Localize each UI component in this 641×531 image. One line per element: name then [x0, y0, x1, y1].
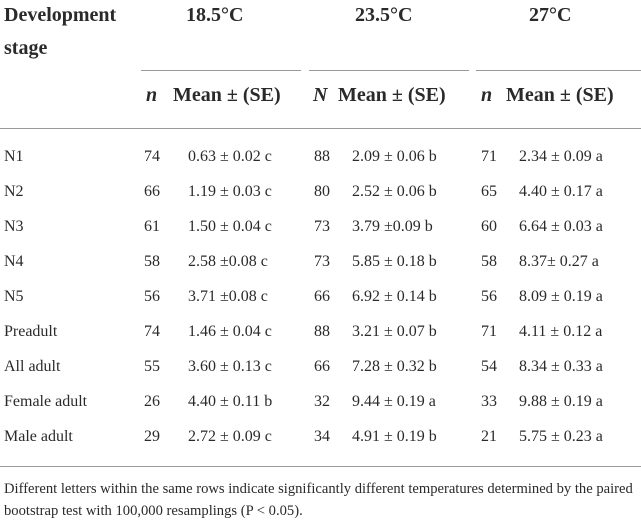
cell-n2: 32 — [314, 393, 330, 410]
cell-n3: 65 — [481, 183, 497, 200]
cell-n2: 80 — [314, 183, 330, 200]
cell-n2: 66 — [314, 288, 330, 305]
spanner-rule-1 — [141, 70, 301, 71]
cell-m2: 7.28 ± 0.32 b — [352, 358, 437, 375]
cell-m3: 9.88 ± 0.19 a — [519, 393, 603, 410]
cell-m2: 4.91 ± 0.19 b — [352, 428, 437, 445]
footnote: Different letters within the same rows indicate significantly different temperatures determined by the paired bootstrap test with 100,000 resamplings (P < 0.05). — [4, 481, 633, 519]
cell-m3: 8.09 ± 0.19 a — [519, 288, 603, 305]
cell-m2: 2.52 ± 0.06 b — [352, 183, 437, 200]
header-temp-27: 27°C — [529, 4, 572, 26]
cell-n1: 26 — [144, 393, 160, 410]
cell-m1: 4.40 ± 0.11 b — [188, 393, 273, 410]
table-bottom-rule — [0, 466, 641, 467]
cell-stage: N3 — [4, 218, 24, 235]
cell-m3: 8.34 ± 0.33 a — [519, 358, 603, 375]
cell-n1: 74 — [144, 323, 160, 340]
cell-m3: 4.40 ± 0.17 a — [519, 183, 603, 200]
cell-n3: 60 — [481, 218, 497, 235]
cell-m1: 3.60 ± 0.13 c — [188, 358, 272, 375]
cell-n2: 73 — [314, 218, 330, 235]
cell-m2: 2.09 ± 0.06 b — [352, 148, 437, 165]
cell-n2: 34 — [314, 428, 330, 445]
cell-n1: 61 — [144, 218, 160, 235]
cell-m1: 2.72 ± 0.09 c — [188, 428, 272, 445]
cell-m2: 6.92 ± 0.14 b — [352, 288, 437, 305]
cell-n1: 56 — [144, 288, 160, 305]
cell-stage: N4 — [4, 253, 24, 270]
cell-m1: 3.71 ±0.08 c — [188, 288, 268, 305]
cell-m2: 3.21 ± 0.07 b — [352, 323, 437, 340]
cell-m3: 6.64 ± 0.03 a — [519, 218, 603, 235]
cell-m1: 1.50 ± 0.04 c — [188, 218, 272, 235]
cell-n1: 58 — [144, 253, 160, 270]
cell-m3: 8.37± 0.27 a — [519, 253, 599, 270]
cell-m3: 5.75 ± 0.23 a — [519, 428, 603, 445]
cell-m3: 2.34 ± 0.09 a — [519, 148, 603, 165]
cell-n2: 88 — [314, 323, 330, 340]
subheader-n-1: n — [146, 84, 158, 106]
header-stage-line1: Development — [4, 4, 117, 26]
spanner-rule-3 — [476, 70, 641, 71]
header-temp-18-5: 18.5°C — [186, 4, 244, 26]
cell-n3: 33 — [481, 393, 497, 410]
cell-stage: All adult — [4, 358, 61, 375]
header-temp-23-5: 23.5°C — [355, 4, 413, 26]
spanner-rule-2 — [309, 70, 469, 71]
cell-m1: 2.58 ±0.08 c — [188, 253, 268, 270]
cell-n2: 73 — [314, 253, 330, 270]
cell-stage: N1 — [4, 148, 24, 165]
cell-n3: 21 — [481, 428, 497, 445]
cell-n2: 66 — [314, 358, 330, 375]
cell-m1: 0.63 ± 0.02 c — [188, 148, 272, 165]
header-stage-line2: stage — [4, 37, 48, 59]
cell-n2: 88 — [314, 148, 330, 165]
cell-n3: 56 — [481, 288, 497, 305]
cell-m1: 1.19 ± 0.03 c — [188, 183, 272, 200]
subheader-n-3: n — [481, 84, 493, 106]
header-bottom-rule — [0, 128, 641, 129]
cell-m1: 1.46 ± 0.04 c — [188, 323, 272, 340]
cell-n1: 55 — [144, 358, 160, 375]
cell-stage: Preadult — [4, 323, 58, 340]
cell-n3: 54 — [481, 358, 497, 375]
cell-stage: N2 — [4, 183, 24, 200]
subheader-mean-2: Mean ± (SE) — [338, 84, 446, 106]
cell-stage: Male adult — [4, 428, 73, 445]
subheader-n-2: N — [313, 84, 328, 106]
cell-stage: Female adult — [4, 393, 88, 410]
cell-n3: 71 — [481, 148, 497, 165]
cell-n1: 74 — [144, 148, 160, 165]
cell-n1: 66 — [144, 183, 160, 200]
cell-m2: 3.79 ±0.09 b — [352, 218, 433, 235]
subheader-mean-1: Mean ± (SE) — [173, 84, 281, 106]
cell-stage: N5 — [4, 288, 24, 305]
cell-n1: 29 — [144, 428, 160, 445]
cell-n3: 71 — [481, 323, 497, 340]
subheader-mean-3: Mean ± (SE) — [506, 84, 614, 106]
cell-m2: 5.85 ± 0.18 b — [352, 253, 437, 270]
cell-m2: 9.44 ± 0.19 a — [352, 393, 436, 410]
cell-n3: 58 — [481, 253, 497, 270]
cell-m3: 4.11 ± 0.12 a — [519, 323, 603, 340]
